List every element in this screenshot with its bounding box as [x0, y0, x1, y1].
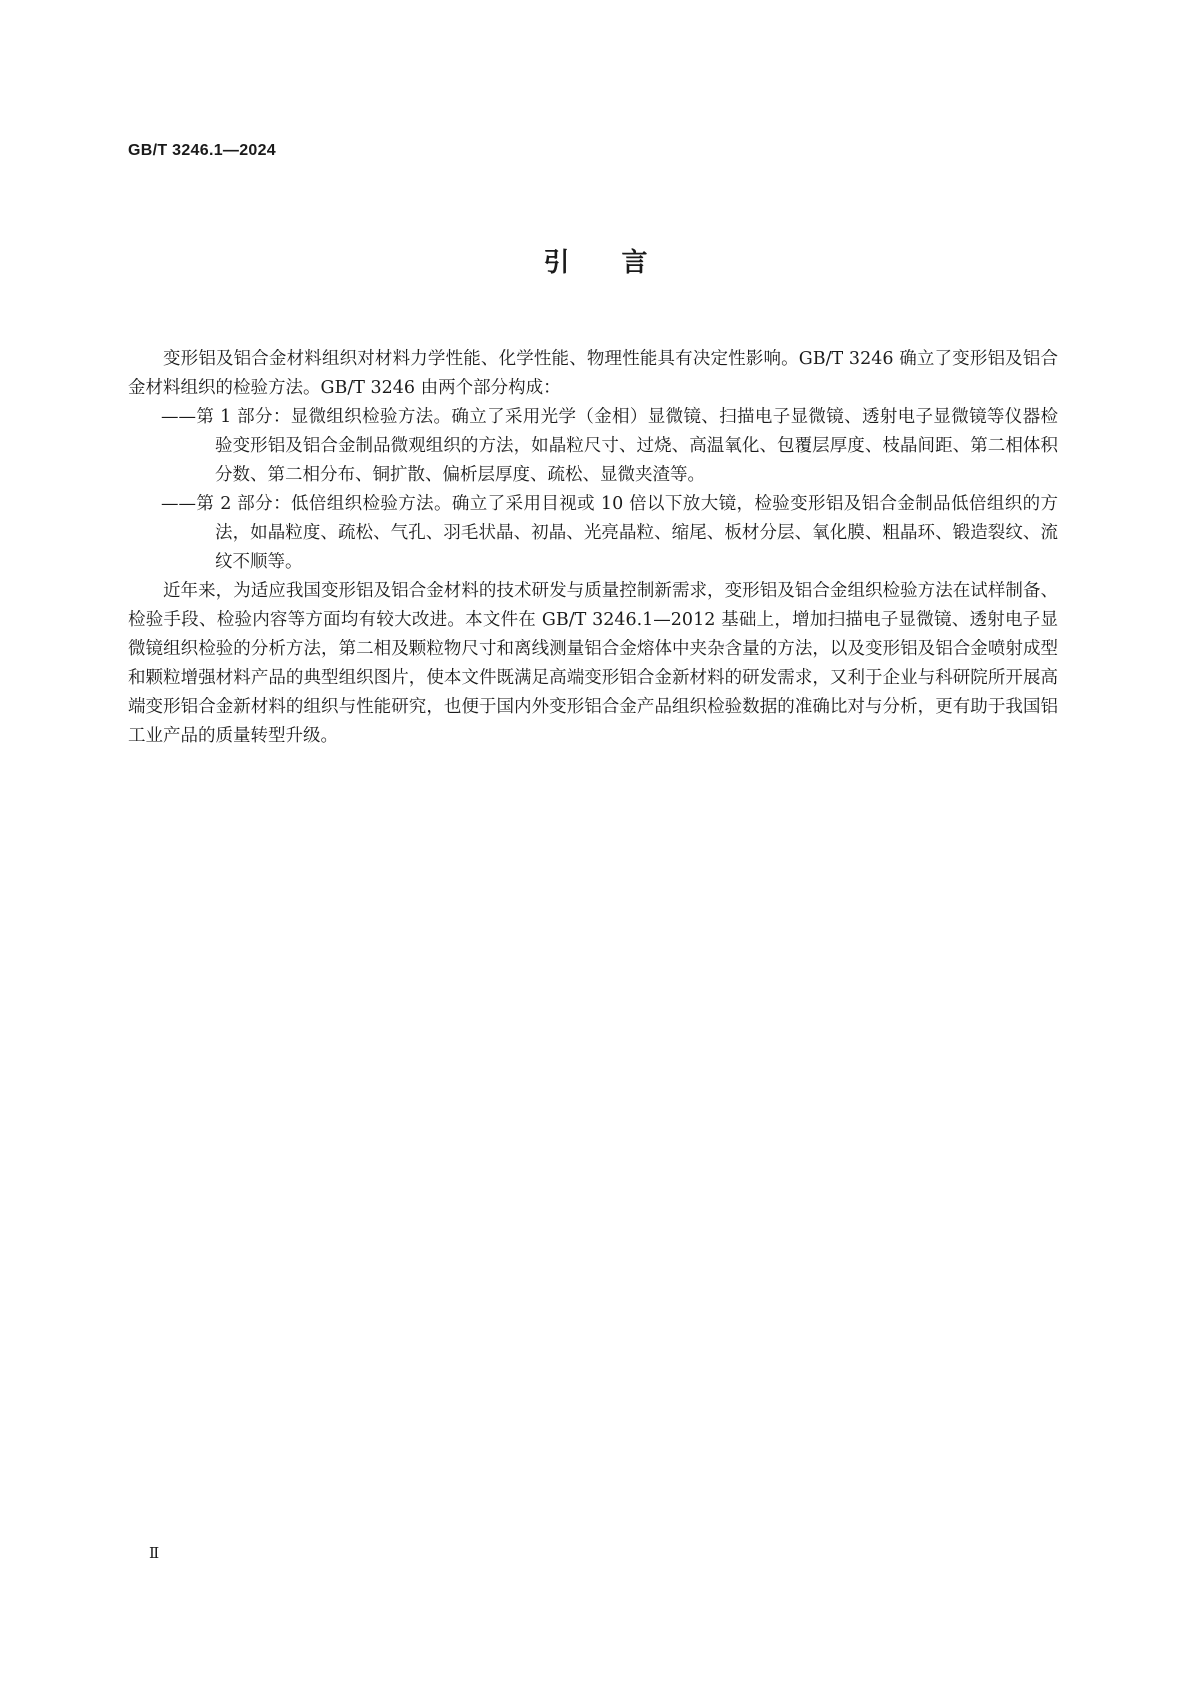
revision-paragraph: 近年来，为适应我国变形铝及铝合金材料的技术研发与质量控制新需求，变形铝及铝合金组织检验方法在试样制备、检验手段、检验内容等方面均有较大改进。本文件在 GB/T 3246.1—2012 基础上，增加扫描电子显微镜、透射电子显微镜组织检验的分析方法，第二相及颗粒物尺寸和离线测量铝合金熔体中夹杂含量的方法，以及变形铝及铝合金喷射成型和颗粒增强材料产品的典型组织图片，使本文件既满足高端变形铝合金新材料的研发需求，又利于企业与科研院所开展高端变形铝合金新材料的组织与性能研究，也便于国内外变形铝合金产品组织检验数据的准确比对与分析，更有助于我国铝工业产品的质量转型升级。: [128, 581, 1058, 746]
part-2-item: ——第 2 部分：低倍组织检验方法。确立了采用目视或 10 倍以下放大镜，检验变形铝及铝合金制品低倍组织的方法，如晶粒度、疏松、气孔、羽毛状晶、初晶、光亮晶粒、缩尾、板材分层、氧化膜、粗晶环、锻造裂纹、流纹不顺等。: [161, 494, 1058, 572]
introduction-body: [128, 345, 1058, 751]
page-number: Ⅱ: [149, 1544, 160, 1562]
page-title: 引言: [543, 248, 700, 278]
standard-code: GB/T 3246.1—2024: [128, 142, 276, 159]
intro-paragraph: 变形铝及铝合金材料组织对材料力学性能、化学性能、物理性能具有决定性影响。GB/T 3246 确立了变形铝及铝合金材料组织的检验方法。GB/T 3246 由两个部分构成：: [128, 349, 1058, 398]
part-1-item: ——第 1 部分：显微组织检验方法。确立了采用光学（金相）显微镜、扫描电子显微镜、透射电子显微镜等仪器检验变形铝及铝合金制品微观组织的方法，如晶粒尺寸、过烧、高温氧化、包覆层厚度、枝晶间距、第二相体积分数、第二相分布、铜扩散、偏析层厚度、疏松、显微夹渣等。: [161, 407, 1058, 485]
